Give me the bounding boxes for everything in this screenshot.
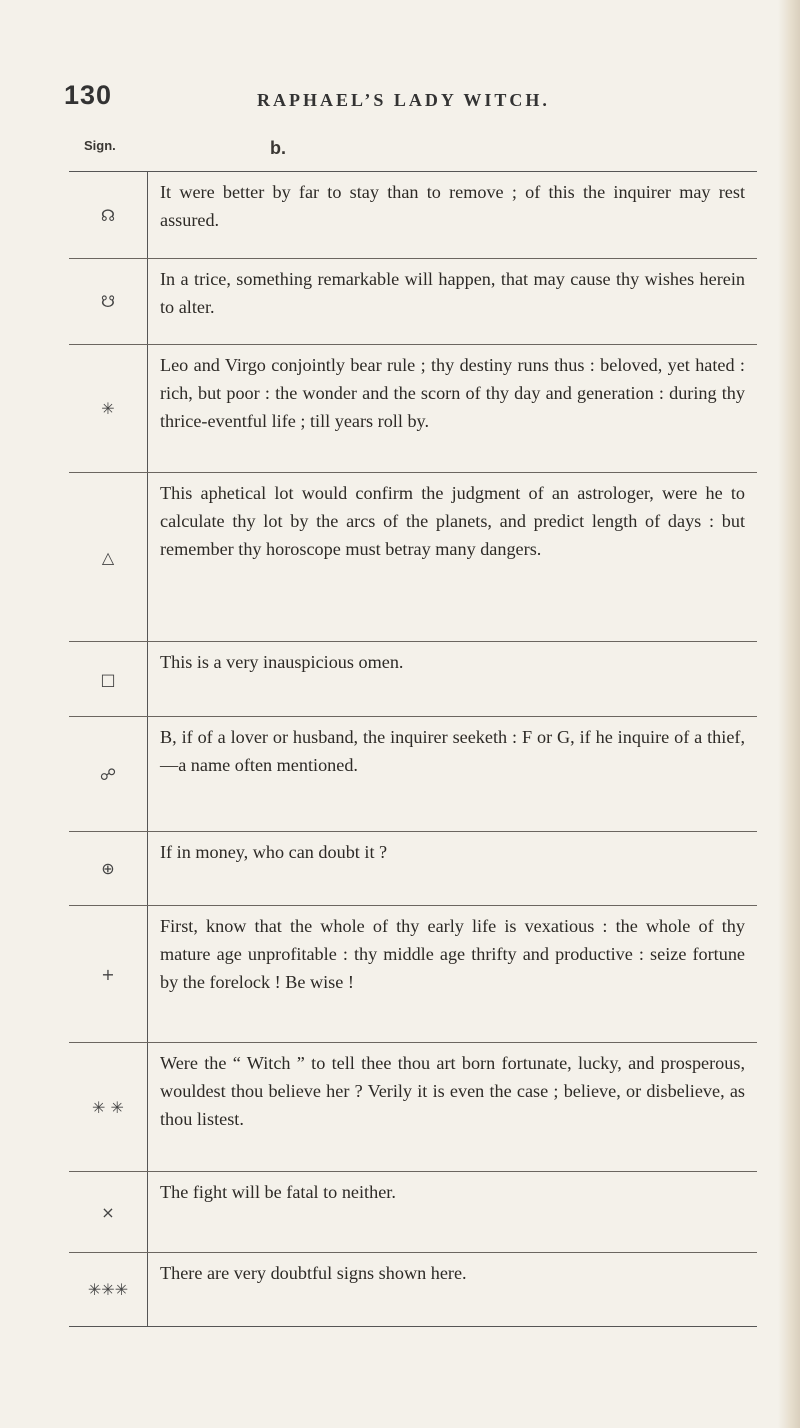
table-row xyxy=(69,642,757,717)
sign-symbol: ⊕ xyxy=(69,832,148,905)
row-text: Were the “ Witch ” to tell thee thou art born fortunate, lucky, and prosperous, wouldest thou believe her ? Verily it is even the case ; believe, or disbelieve, as thou listest. xyxy=(160,1053,745,1129)
sign-symbol: × xyxy=(69,1172,148,1252)
row-text: First, know that the whole of thy early life is vexatious : the whole of thy mature age unprofitable : thy middle age thrifty and productive : seize fortune by the forelock ! Be wise ! xyxy=(160,916,745,992)
row-text: Leo and Virgo conjointly bear rule ; thy destiny runs thus : beloved, yet hated : rich, but poor : the wonder and the scorn of thy day and generation : during thy thrice-eventful life ; till years roll by. xyxy=(160,355,745,431)
sign-symbol: ☍ xyxy=(69,717,148,831)
sign-symbol: □ xyxy=(69,642,148,716)
row-text: In a trice, something remarkable will happen, that may cause thy wishes herein to alter. xyxy=(160,269,745,317)
column-header-b: b. xyxy=(270,138,286,158)
row-text: This is a very inauspicious omen. xyxy=(160,652,404,672)
row-text: The fight will be fatal to neither. xyxy=(160,1182,396,1202)
table-row xyxy=(69,832,757,906)
sign-symbol: ☋ xyxy=(69,259,148,344)
sign-symbol: ✳✳✳ xyxy=(69,1253,148,1326)
sign-symbol: ✳ xyxy=(69,345,148,472)
sign-table xyxy=(69,171,757,1327)
row-text: There are very doubtful signs shown here. xyxy=(160,1263,467,1283)
sign-symbol: + xyxy=(69,906,148,1042)
table-row xyxy=(69,345,757,473)
table-row xyxy=(69,717,757,832)
row-text: It were better by far to stay than to remove ; of this the inquirer may rest assured. xyxy=(160,182,745,230)
page-header xyxy=(64,80,754,120)
table-row xyxy=(69,1253,757,1326)
table-row xyxy=(69,172,757,259)
page-number: 130 xyxy=(64,80,113,110)
column-header-sign: Sign. xyxy=(84,138,116,153)
sign-symbol: △ xyxy=(69,473,148,641)
row-text: B, if of a lover or husband, the inquirer seeketh : F or G, if he inquire of a thief,—a name often mentioned. xyxy=(160,727,745,775)
table-row xyxy=(69,259,757,345)
row-text: This aphetical lot would confirm the judgment of an astrologer, were he to calculate thy lot by the arcs of the planets, and predict length of days : but remember thy horoscope must betray many dangers. xyxy=(160,483,745,559)
sign-symbol: ☊ xyxy=(69,172,148,258)
running-title: RAPHAEL’S LADY WITCH. xyxy=(257,90,550,110)
row-text: If in money, who can doubt it ? xyxy=(160,842,388,862)
table-row xyxy=(69,906,757,1043)
table-row xyxy=(69,473,757,642)
page-edge-shadow xyxy=(778,0,800,1428)
table-row xyxy=(69,1043,757,1172)
table-row xyxy=(69,1172,757,1253)
sign-symbol: ✳ ✳ xyxy=(69,1043,148,1171)
